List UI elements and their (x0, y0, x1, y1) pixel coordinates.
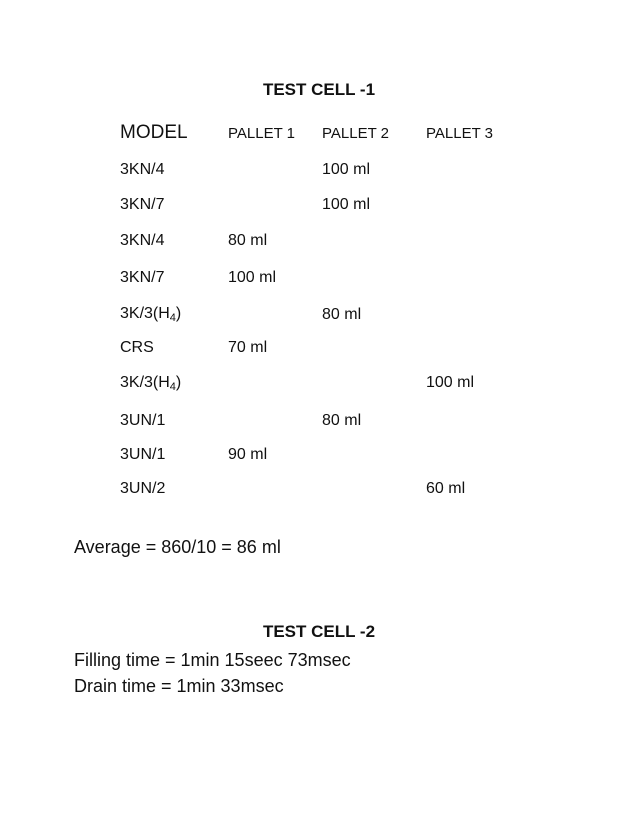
model-text-end: ) (175, 373, 182, 391)
pallet-1-cell: 80 ml (228, 231, 268, 249)
pallet-3-cell: 60 ml (426, 480, 466, 497)
header-pallet-2: PALLET 2 (322, 124, 389, 142)
pallet-2-cell (312, 333, 416, 363)
table-row (110, 187, 510, 222)
pallet-3-cell (416, 259, 510, 296)
table-row (110, 363, 510, 403)
table-row (110, 152, 510, 187)
model-cell: 3UN/1 (120, 412, 166, 429)
pallet-1-cell: 90 ml (228, 446, 268, 463)
model-cell (110, 296, 218, 333)
pallet-1-cell (218, 187, 312, 222)
model-subscript: 4 (169, 312, 176, 324)
test-cell-1-title: TEST CELL -1 (262, 80, 376, 99)
pallet-2-cell (312, 259, 416, 296)
pallet-1-cell (218, 152, 312, 187)
table-row (110, 259, 510, 296)
pallet-2-cell (312, 222, 416, 259)
filling-time: Filling time = 1min 15seec 73msec (74, 650, 351, 670)
model-cell: 3KN/4 (120, 160, 165, 178)
pallet-3-cell (416, 187, 510, 222)
pallet-3-cell (416, 296, 510, 333)
pallet-1-cell (218, 403, 312, 439)
model-cell (110, 363, 218, 403)
table-row (110, 403, 510, 439)
pallet-3-cell (416, 333, 510, 363)
pallet-1-cell (218, 471, 312, 507)
pallet-2-cell (312, 471, 416, 507)
pallet-3-cell: 100 ml (426, 374, 475, 391)
pallet-2-cell: 80 ml (322, 412, 362, 429)
model-cell: 3UN/1 (120, 446, 166, 463)
header-pallet-3: PALLET 3 (426, 124, 493, 142)
table-row (110, 333, 510, 363)
pallet-1-cell (218, 296, 312, 333)
test-cell-1-table (110, 114, 510, 507)
drain-time: Drain time = 1min 33msec (74, 676, 284, 696)
pallet-3-cell (416, 439, 510, 471)
table-row (110, 471, 510, 507)
model-text: 3K/3(H (120, 305, 170, 322)
table-header-row (110, 114, 510, 152)
average-result: Average = 860/10 = 86 ml (74, 537, 281, 557)
pallet-2-cell: 80 ml (322, 305, 362, 323)
pallet-3-cell (416, 403, 510, 439)
pallet-1-cell (218, 363, 312, 403)
pallet-1-cell: 100 ml (228, 268, 277, 286)
model-text-end: ) (175, 305, 182, 322)
pallet-3-cell (416, 152, 510, 187)
pallet-2-cell: 100 ml (322, 160, 371, 178)
header-pallet-1: PALLET 1 (228, 124, 295, 142)
table-row (110, 439, 510, 471)
model-cell: CRS (120, 339, 154, 356)
model-cell: 3KN/7 (120, 268, 165, 286)
model-subscript: 4 (169, 380, 176, 393)
model-cell: 3KN/4 (120, 231, 165, 249)
pallet-2-cell (312, 439, 416, 471)
model-text: 3K/3(H (120, 373, 170, 391)
test-cell-2-title: TEST CELL -2 (262, 622, 376, 641)
table-row (110, 296, 510, 333)
pallet-2-cell: 100 ml (322, 195, 371, 213)
model-cell: 3UN/2 (120, 480, 166, 497)
table-row (110, 222, 510, 259)
model-cell: 3KN/7 (120, 195, 165, 213)
header-model: MODEL (120, 122, 188, 143)
pallet-3-cell (416, 222, 510, 259)
pallet-2-cell (312, 363, 416, 403)
pallet-1-cell: 70 ml (228, 339, 268, 356)
